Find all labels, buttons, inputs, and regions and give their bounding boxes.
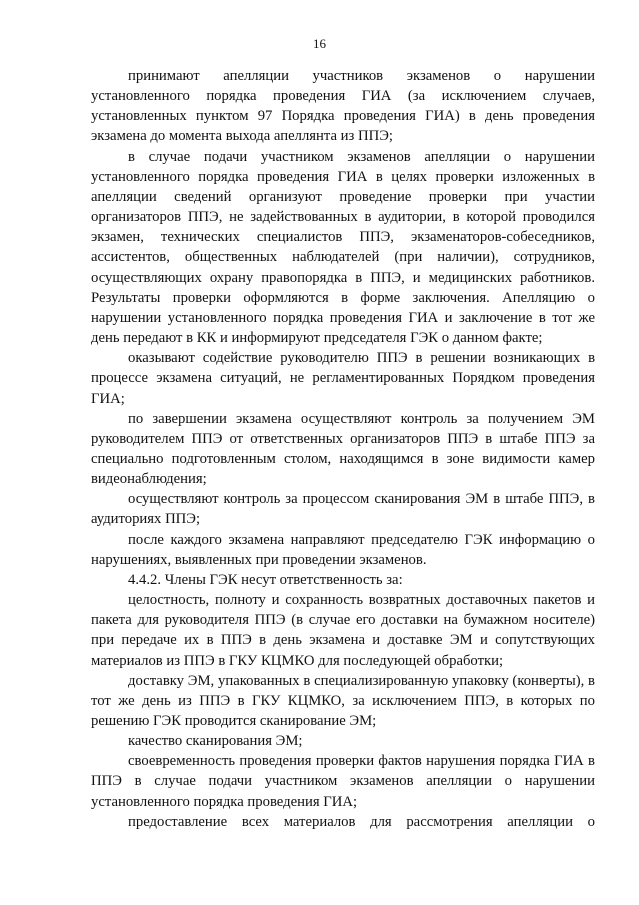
page-number: 16 xyxy=(313,36,326,51)
paragraph: после каждого экзамена направляют председателю ГЭК информацию о нарушениях, выявленных при проведении экзаменов. xyxy=(91,531,595,568)
paragraph: принимают апелляции участников экзаменов о нарушении установленного порядка проведения ГИА (за исключением случаев, установленных пунктом 97 Порядка проведения ГИА) в день проведения экзамена до момента выхода апеллянта из ППЭ; xyxy=(91,68,595,145)
paragraph: доставку ЭМ, упакованных в специализированную упаковку (конверты), в тот же день из ППЭ в ГКУ КЦМКО, за исключением ППЭ, в которых по решению ГЭК проводится сканирование ЭМ; xyxy=(91,672,595,729)
paragraph: своевременность проведения проверки фактов нарушения порядка ГИА в ППЭ в случае подачи участником экзаменов апелляции о нарушении установленного порядка проведения ГИА; xyxy=(91,753,595,810)
paragraph: в случае подачи участником экзаменов апелляции о нарушении установленного порядка проведения ГИА в целях проверки изложенных в апелляции сведений организуют проведение проверки при участии организаторов ППЭ, не задействованных в аудитории, в которой проводился экзамен, технических специалистов ППЭ, экзаменаторов-собеседников, ассистентов, общественных наблюдателей (при наличии), сотрудников, осуществляющих охрану правопорядка в ППЭ, и медицинских работников. Результаты проверки оформляются в форме заключения. Апелляцию о нарушении установленного порядка проведения ГИА и заключение в тот же день передают в КК и информируют председателя ГЭК о данном факте; xyxy=(91,148,595,347)
paragraph: по завершении экзамена осуществляют контроль за получением ЭМ руководителем ППЭ от ответственных организаторов ППЭ в штабе ППЭ за специально подготовленным столом, находящимся в зоне видимости камер видеонаблюдения; xyxy=(91,410,595,488)
paragraph: качество сканирования ЭМ; xyxy=(128,733,303,750)
section-heading: 4.4.2. Члены ГЭК несут ответственность за: xyxy=(128,571,403,588)
body-text xyxy=(91,66,595,832)
paragraph: осуществляют контроль за процессом сканирования ЭМ в штабе ППЭ, в аудиториях ППЭ; xyxy=(91,491,595,528)
paragraph: целостность, полноту и сохранность возвратных доставочных пакетов и пакета для руководителя ППЭ (в случае его доставки на бумажном носителе) при передаче их в ППЭ в день экзамена и доставке ЭМ и сопутствующих материалов из ППЭ в ГКУ КЦМКО для последующей обработки; xyxy=(91,592,595,669)
paragraph: оказывают содействие руководителю ППЭ в решении возникающих в процессе экзамена ситуаций, не регламентированных Порядком проведения ГИА; xyxy=(91,350,595,407)
paragraph-continued: предоставление всех материалов для рассмотрения апелляции о xyxy=(128,813,595,830)
